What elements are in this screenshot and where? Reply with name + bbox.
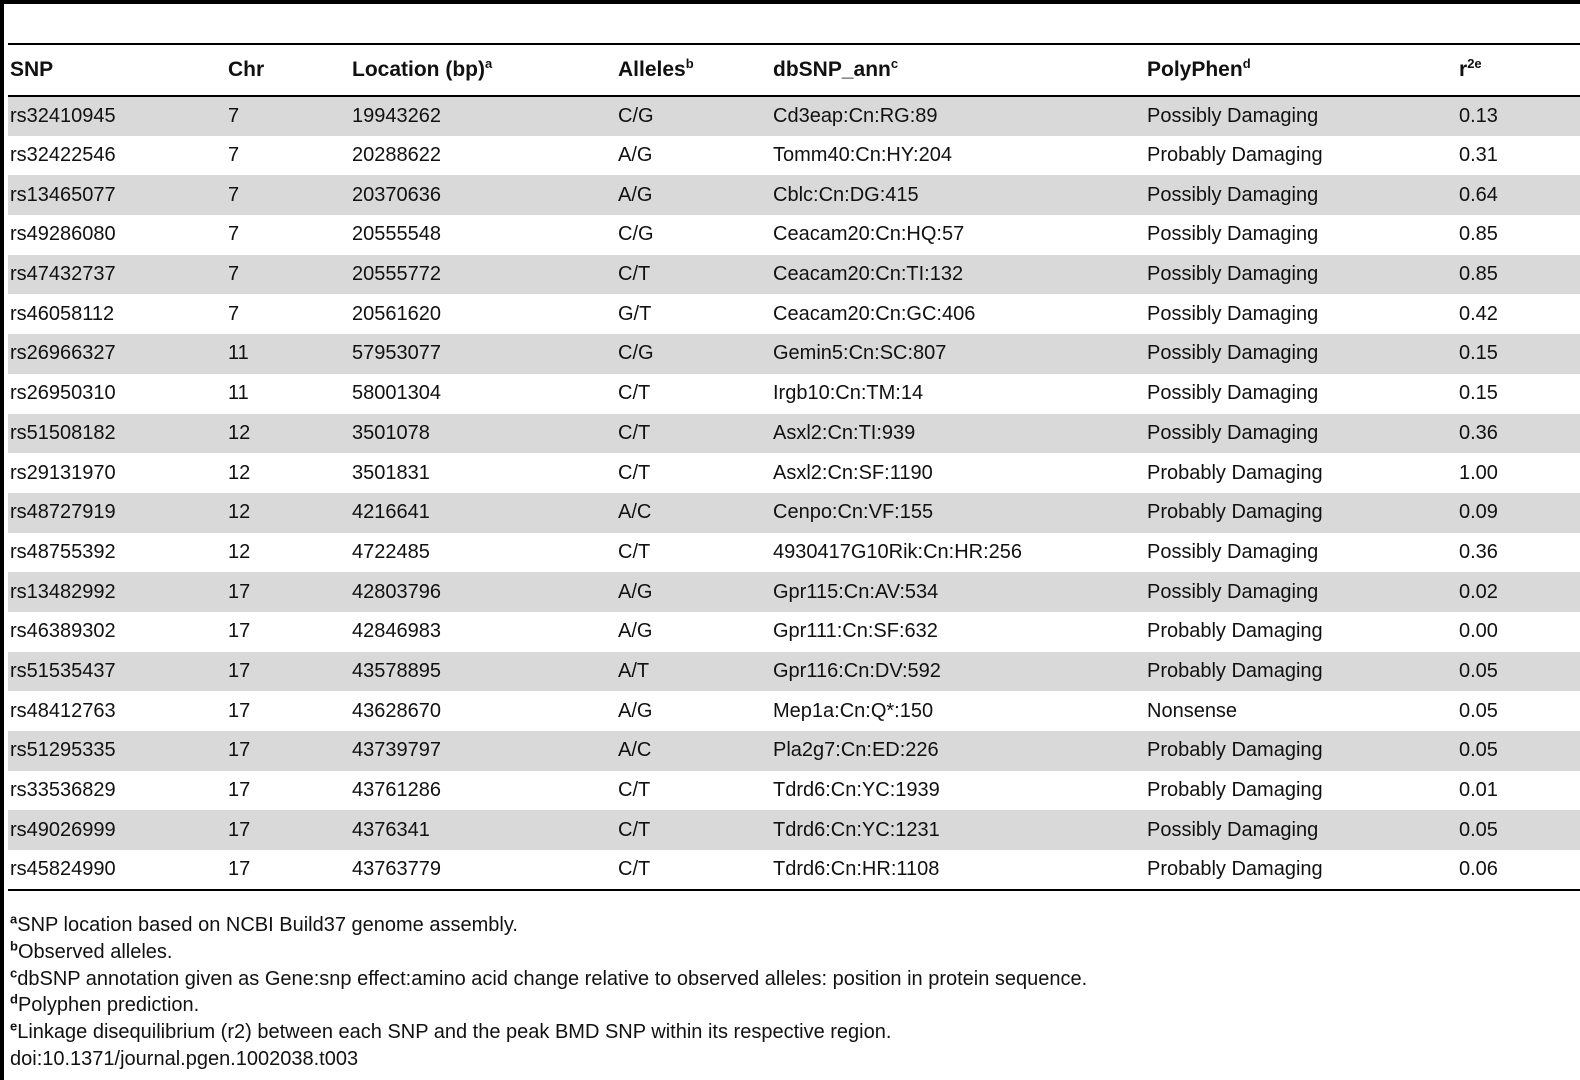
cell-alleles: A/C [616,731,771,771]
cell-location: 20370636 [350,175,616,215]
cell-location: 42803796 [350,572,616,612]
cell-location: 3501078 [350,414,616,454]
cell-r2: 0.01 [1459,779,1498,802]
cell-polyphen: Probably Damaging [1145,731,1457,771]
cell-chr: 17 [226,850,350,890]
cell-location: 20555772 [350,255,616,295]
snp-table [8,43,1580,891]
cell-location: 58001304 [352,382,441,405]
cell-alleles: G/T [618,302,652,325]
cell-snp: rs51295335 [8,731,226,771]
footnote-text: SNP location based on NCBI Build37 genome assembly. [17,914,518,936]
cell-r2: 0.05 [1457,810,1580,850]
footnote-mark: d [10,991,18,1007]
cell-r2: 0.85 [1457,255,1580,295]
header-location: Location (bp)$^a$ [350,44,616,96]
table-header [8,44,1580,96]
table-row [8,691,1580,731]
cell-polyphen: Possibly Damaging [1147,302,1319,325]
cell-snp: rs13465077 [8,175,226,215]
table-row [8,453,1580,493]
cell-r2: 0.31 [1459,144,1498,167]
left-border-rule [0,0,4,1080]
cell-r2: 0.09 [1457,493,1580,533]
cell-dbsnp-ann: Pla2g7:Cn:ED:226 [771,731,1145,771]
cell-r2: 0.36 [1459,540,1498,563]
cell-chr: 17 [226,652,350,692]
cell-r2: 0.42 [1459,302,1498,325]
cell-location: 4216641 [350,493,616,533]
table-row [8,215,1580,255]
footnote-mark: a [10,911,18,927]
cell-polyphen: Possibly Damaging [1145,810,1457,850]
cell-dbsnp-ann: Gpr116:Cn:DV:592 [771,652,1145,692]
cell-chr: 12 [228,540,251,563]
cell-dbsnp-ann: Mep1a:Cn:Q*:150 [773,699,934,722]
cell-alleles: C/G [616,96,771,136]
cell-polyphen: Probably Damaging [1145,652,1457,692]
cell-polyphen: Possibly Damaging [1145,175,1457,215]
cell-chr: 17 [228,620,251,643]
cell-chr: 12 [228,461,251,484]
cell-chr: 7 [228,302,240,325]
cell-polyphen: Possibly Damaging [1145,572,1457,612]
cell-location: 4376341 [350,810,616,850]
table-row [8,136,1580,176]
cell-dbsnp-ann: Asxl2:Cn:SF:1190 [773,461,933,484]
cell-dbsnp-ann: Gpr115:Cn:AV:534 [771,572,1145,612]
table-row [8,493,1580,533]
cell-snp: rs49026999 [8,810,226,850]
cell-chr: 17 [226,810,350,850]
cell-polyphen: Probably Damaging [1145,850,1457,890]
cell-alleles: C/T [618,540,651,563]
cell-location: 57953077 [350,334,616,374]
cell-r2: 0.02 [1457,572,1580,612]
cell-dbsnp-ann: Cenpo:Cn:VF:155 [771,493,1145,533]
cell-dbsnp-ann: Tdrd6:Cn:YC:1231 [771,810,1145,850]
cell-snp: rs47432737 [8,255,226,295]
table-row [8,731,1580,771]
footnote-mark: 2e [1467,56,1482,71]
header-dbsnp-ann: dbSNP_ann$^c$ [771,44,1145,96]
footnote-mark: d [1242,56,1251,71]
cell-r2: 0.36 [1457,414,1580,454]
cell-location: 3501831 [352,461,430,484]
table-row [8,652,1580,692]
cell-snp: rs49286080 [10,223,116,246]
cell-r2: 0.13 [1457,96,1580,136]
cell-dbsnp-ann: Ceacam20:Cn:HQ:57 [773,223,965,246]
cell-r2: 1.00 [1459,461,1498,484]
cell-alleles: C/G [618,223,654,246]
footnote-b [10,939,1087,966]
cell-polyphen: Probably Damaging [1145,493,1457,533]
table-row [8,175,1580,215]
footnote-mark: c [890,56,899,71]
cell-snp: rs26950310 [10,382,116,405]
cell-polyphen: Possibly Damaging [1147,223,1319,246]
cell-dbsnp-ann: Gpr111:Cn:SF:632 [773,620,938,643]
cell-dbsnp-ann: Tdrd6:Cn:YC:1939 [773,779,940,802]
table-row [8,612,1580,652]
cell-snp: rs46058112 [10,302,115,325]
header-chr: Chr [226,44,350,96]
cell-chr: 7 [228,144,240,167]
cell-dbsnp-ann: Irgb10:Cn:TM:14 [773,382,924,405]
cell-location: 20555548 [352,223,441,246]
cell-alleles: C/G [616,334,771,374]
cell-alleles: A/G [618,620,653,643]
table-row [8,374,1580,414]
cell-r2: 0.05 [1459,699,1498,722]
cell-polyphen: Possibly Damaging [1147,382,1319,405]
cell-polyphen: Possibly Damaging [1145,255,1457,295]
cell-dbsnp-ann: Tomm40:Cn:HY:204 [773,144,952,167]
table-row [8,96,1580,136]
cell-polyphen: Possibly Damaging [1145,414,1457,454]
cell-alleles: C/T [618,779,651,802]
cell-dbsnp-ann: Tdrd6:Cn:HR:1108 [771,850,1145,890]
table-body [8,96,1580,890]
top-border-rule [0,0,1580,4]
footnote-text: Observed alleles. [17,940,173,963]
footnote-d [10,992,1087,1019]
cell-chr: 7 [226,175,350,215]
footnote-mark: e [10,1018,18,1034]
cell-polyphen: Probably Damaging [1147,620,1323,643]
cell-snp: rs29131970 [10,461,116,484]
cell-alleles: A/G [616,175,771,215]
table-row [8,572,1580,612]
cell-location: 43739797 [350,731,616,771]
footnote-mark: a [484,56,493,71]
cell-r2: 0.85 [1459,223,1498,246]
cell-polyphen: Nonsense [1147,699,1238,722]
table-row [8,533,1580,573]
footnote-text: Linkage disequilibrium (r2) between each SNP and the peak BMD SNP within its respective region. [17,1021,892,1044]
cell-dbsnp-ann: Asxl2:Cn:TI:939 [771,414,1145,454]
cell-snp: rs48755392 [10,540,116,563]
cell-chr: 7 [228,223,240,246]
footnote-text: Polyphen prediction. [17,994,200,1017]
header-r2: $r^{2e}$ [1457,44,1580,96]
cell-polyphen: Probably Damaging [1147,779,1323,802]
cell-location: 43628670 [352,699,441,722]
cell-location: 43761286 [352,779,441,802]
cell-r2: 0.15 [1457,334,1580,374]
cell-r2: 0.05 [1457,731,1580,771]
cell-r2: 0.06 [1457,850,1580,890]
cell-chr: 17 [228,699,251,722]
table-footnotes [10,912,1087,1073]
header-snp: SNP [8,44,226,96]
cell-snp: rs13482992 [8,572,226,612]
cell-alleles: C/T [618,382,651,405]
doi-link[interactable]: doi:10.1371/journal.pgen.1002038.t003 [10,1047,359,1070]
cell-alleles: A/G [618,144,653,167]
cell-dbsnp-ann: 4930417G10Rik:Cn:HR:256 [773,540,1023,563]
table-row [8,850,1580,890]
table-row [8,255,1580,295]
cell-chr: 17 [226,572,350,612]
footnote-e [10,1019,1087,1046]
cell-snp: rs32422546 [10,144,116,167]
cell-alleles: C/T [616,414,771,454]
cell-dbsnp-ann: Cblc:Cn:DG:415 [771,175,1145,215]
cell-dbsnp-ann: Ceacam20:Cn:GC:406 [773,302,976,325]
cell-dbsnp-ann: Gemin5:Cn:SC:807 [771,334,1145,374]
cell-snp: rs48727919 [8,493,226,533]
cell-alleles: C/T [618,461,651,484]
cell-snp: rs33536829 [10,779,116,802]
table-row [8,771,1580,811]
cell-alleles: A/G [616,572,771,612]
footnote-text: dbSNP annotation given as Gene:snp effect:amino acid change relative to observed alleles: position in protein sequence. [17,967,1088,990]
cell-location: 20561620 [352,302,441,325]
table-row [8,294,1580,334]
cell-polyphen: Possibly Damaging [1145,96,1457,136]
cell-r2: 0.64 [1457,175,1580,215]
cell-snp: rs51508182 [8,414,226,454]
cell-location: 43763779 [350,850,616,890]
cell-chr: 7 [226,255,350,295]
cell-chr: 12 [226,493,350,533]
cell-polyphen: Probably Damaging [1147,144,1323,167]
cell-location: 20288622 [352,144,441,167]
cell-alleles: C/T [616,255,771,295]
cell-location: 42846983 [352,620,441,643]
cell-alleles: C/T [616,810,771,850]
cell-r2: 0.15 [1459,382,1498,405]
cell-polyphen: Probably Damaging [1147,461,1323,484]
cell-snp: rs46389302 [10,620,116,643]
cell-chr: 7 [226,96,350,136]
cell-snp: rs45824990 [8,850,226,890]
cell-chr: 17 [228,779,251,802]
footnote-mark: c [10,964,18,980]
header-polyphen: PolyPhen$^d$ [1145,44,1457,96]
footnote-a [10,912,1087,939]
cell-snp: rs26966327 [8,334,226,374]
footnote-c [10,966,1087,993]
cell-alleles: A/C [616,493,771,533]
cell-chr: 17 [226,731,350,771]
cell-polyphen: Possibly Damaging [1145,334,1457,374]
cell-location: 4722485 [352,540,430,563]
cell-dbsnp-ann: Ceacam20:Cn:TI:132 [771,255,1145,295]
cell-snp: rs32410945 [8,96,226,136]
cell-alleles: A/T [616,652,771,692]
header-row [8,44,1580,96]
cell-chr: 12 [226,414,350,454]
table-row [8,414,1580,454]
cell-location: 43578895 [350,652,616,692]
cell-r2: 0.05 [1457,652,1580,692]
cell-snp: rs48412763 [10,699,116,722]
cell-alleles: C/T [616,850,771,890]
header-alleles: Alleles$^b$ [616,44,771,96]
cell-polyphen: Possibly Damaging [1147,540,1319,563]
footnote-mark: b [685,56,694,71]
cell-location: 19943262 [350,96,616,136]
cell-dbsnp-ann: Cd3eap:Cn:RG:89 [771,96,1145,136]
table-row [8,810,1580,850]
cell-r2: 0.00 [1459,620,1498,643]
cell-snp: rs51535437 [8,652,226,692]
cell-alleles: A/G [618,699,653,722]
footnote-mark: b [10,938,18,954]
cell-chr: 11 [228,382,249,405]
table-row [8,334,1580,374]
cell-chr: 11 [226,334,350,374]
